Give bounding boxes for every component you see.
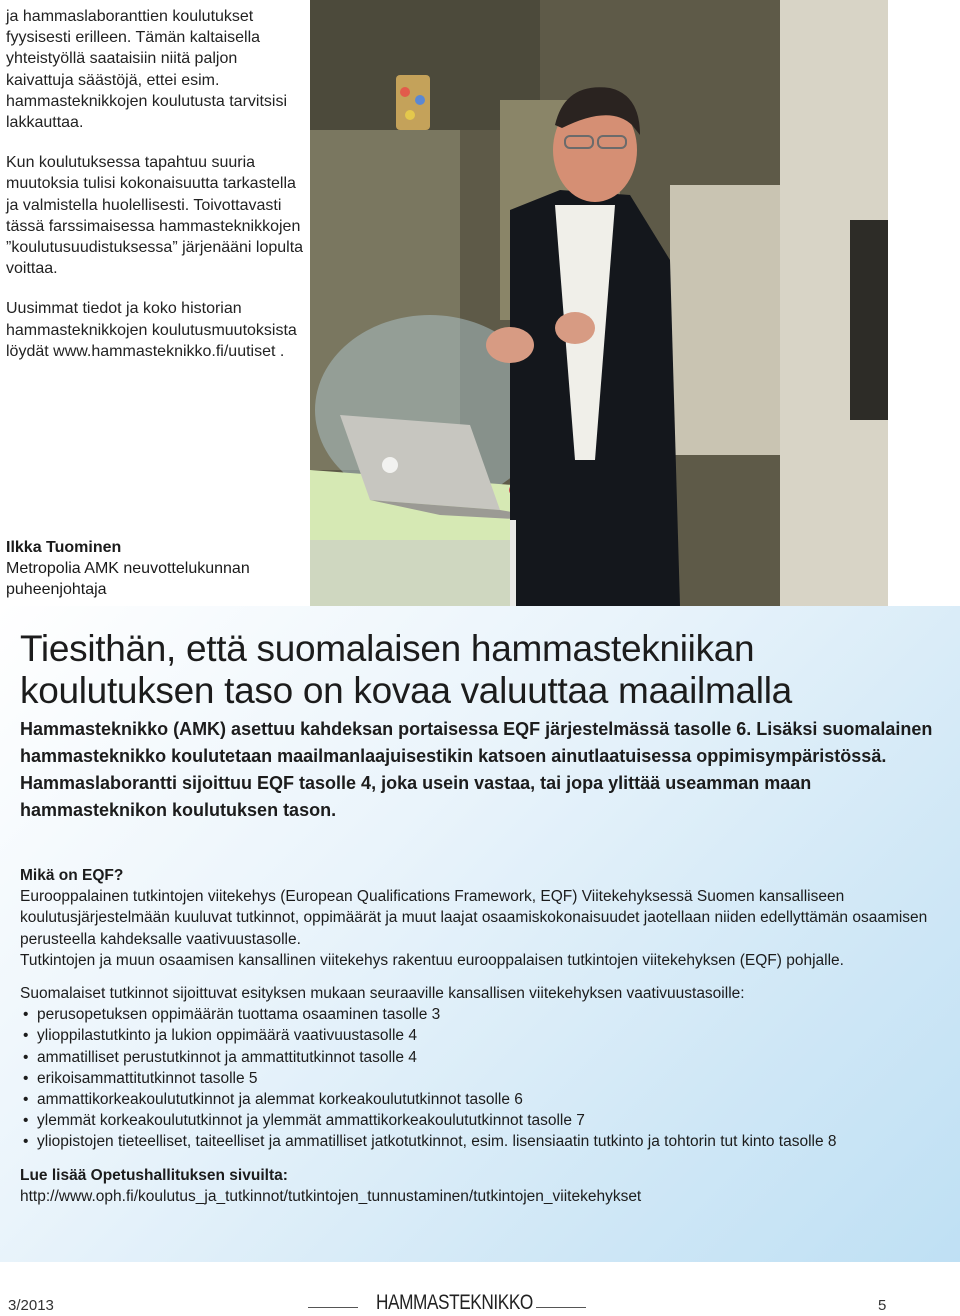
issue-number: 3/2013 bbox=[8, 1297, 54, 1314]
oph-link[interactable]: http://www.oph.fi/koulutus_ja_tutkinnot/tutkintojen_tunnustaminen/tutkintojen_viitekehykset bbox=[20, 1187, 642, 1205]
page-footer bbox=[0, 1290, 960, 1316]
list-item: • erikoisammattitutkinnot tasolle 5 bbox=[20, 1068, 940, 1089]
info-lead bbox=[20, 716, 940, 824]
eqf-heading: Mikä on EQF? bbox=[20, 867, 124, 884]
speaker-photo bbox=[310, 0, 888, 606]
more-info-label: Lue lisää Opetushallituksen sivuilta: bbox=[20, 1166, 288, 1184]
author-signature bbox=[6, 537, 306, 600]
levels-list bbox=[20, 1004, 940, 1152]
list-item: • ammattikorkeakoulututkinnot ja alemmat korkeakoulututkinnot tasolle 6 bbox=[20, 1089, 940, 1110]
footer-divider bbox=[536, 1307, 586, 1308]
list-item: • ammatilliset perustutkinnot ja ammattitutkinnot tasolle 4 bbox=[20, 1047, 940, 1068]
footer-divider bbox=[308, 1307, 358, 1308]
article-text-column bbox=[6, 6, 306, 362]
more-info bbox=[20, 1165, 940, 1207]
list-item: • yliopistojen tieteelliset, taiteelliset ja ammatilliset jatkotutkinnot, esim. lisensiaatin tutkinto ja tohtorin tut kinto tasolle 8 bbox=[20, 1131, 940, 1152]
article-paragraph: Uusimmat tiedot ja koko historian hammasteknikkojen koulutusmuutoksista löydät www.hammasteknikko.fi/uutiset . bbox=[6, 300, 297, 360]
info-box bbox=[0, 606, 960, 1262]
eqf-paragraph: Eurooppalainen tutkintojen viitekehys (European Qualifications Framework, EQF) Viitekehyksessä Suomen kansalliseen koulutusjärjestelmään kuuluvat tutkinnot, oppimäärät ja muut laajat osaamiskokonaisuudet jaotellaan niiden edellyttämän osaamisen perusteella kahdeksalle vaativuustasolle. bbox=[20, 888, 928, 948]
article-paragraph: Kun koulutuksessa tapahtuu suuria muutoksia tulisi kokonaisuutta tarkastella ja valmistella huolellisesti. Toivottavasti tässä farssimaisessa hammasteknikkojen ”koulutusuudistuksessa” järjenääni lopulta voittaa. bbox=[6, 154, 304, 278]
info-lead-paragraph: Hammaslaborantti sijoittuu EQF tasolle 4, joka usein vastaa, tai jopa ylittää useamman maan hammasteknikon koulutuksen tason. bbox=[20, 773, 812, 820]
list-item: • ylemmät korkeakoulututkinnot ja ylemmät ammattikorkeakoulututkinnot tasolle 7 bbox=[20, 1110, 940, 1131]
list-item: • ylioppilastutkinto ja lukion oppimäärä vaativuustasolle 4 bbox=[20, 1025, 940, 1046]
eqf-paragraph: Tutkintojen ja muun osaamisen kansallinen viitekehys rakentuu eurooppalaisen tutkintojen viitekehyksen (EQF) pohjalle. bbox=[20, 951, 844, 969]
page-number: 5 bbox=[878, 1297, 887, 1314]
author-title: Metropolia AMK neuvottelukunnan puheenjohtaja bbox=[6, 560, 250, 598]
eqf-section bbox=[20, 865, 940, 1207]
info-lead-paragraph: Hammasteknikko (AMK) asettuu kahdeksan portaisessa EQF järjestelmässä tasolle 6. Lisäksi suomalainen hammasteknikko koulutetaan maailmanlaajuisestikin katsoen ainutlaatuisessa oppimisympäristössä. bbox=[20, 719, 933, 766]
info-headline: Tiesithän, että suomalaisen hammastekniikan koulutuksen taso on kovaa valuuttaa maailmalla bbox=[20, 628, 792, 711]
list-item: • perusopetuksen oppimäärän tuottama osaaminen tasolle 3 bbox=[20, 1004, 940, 1025]
article-paragraph: ja hammaslaboranttien koulutukset fyysisesti erilleen. Tämän kaltaisella yhteistyöllä saataisiin niitä paljon kaivattuja säästöjä, ettei esim. hammasteknikkojen koulutusta tarvitsisi lakkauttaa. bbox=[6, 8, 288, 132]
author-name: Ilkka Tuominen bbox=[6, 539, 122, 556]
magazine-brand: HAMMASTEKNIKKO bbox=[376, 1291, 533, 1314]
levels-intro: Suomalaiset tutkinnot sijoittuvat esityksen mukaan seuraaville kansallisen viitekehyksen vaativuustasoille: bbox=[20, 985, 745, 1003]
